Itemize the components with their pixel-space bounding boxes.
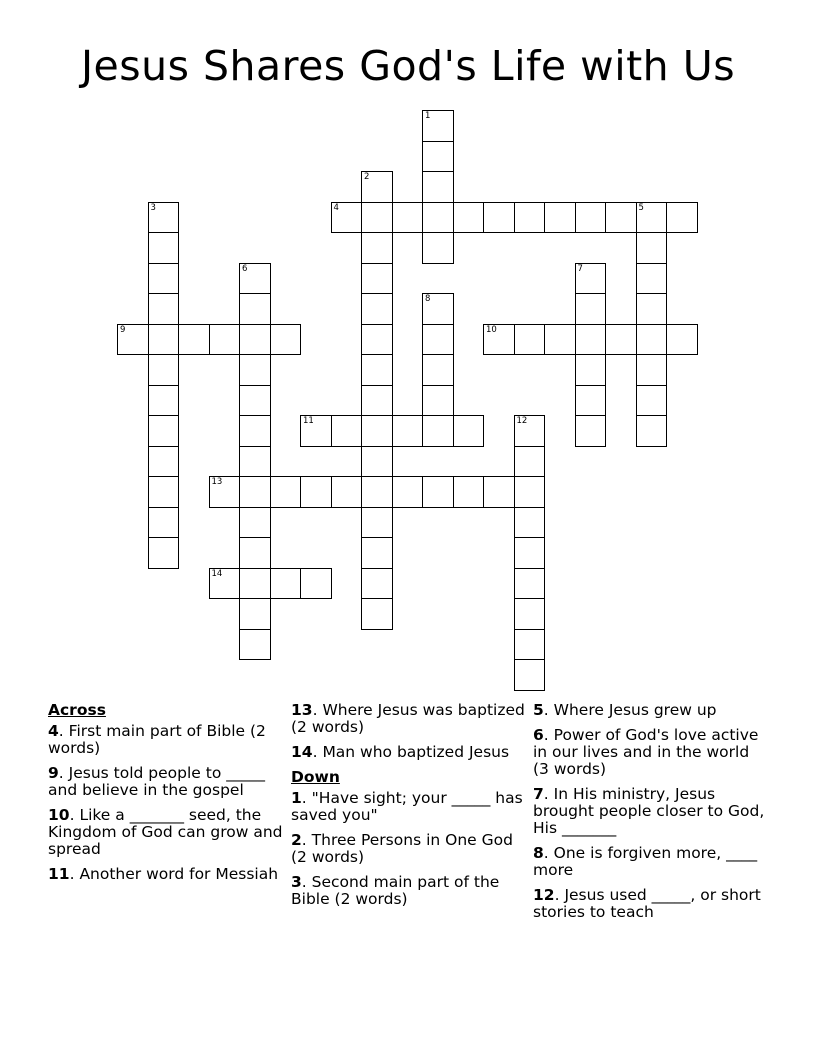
crossword-cell[interactable]	[361, 446, 393, 478]
down-clue: 6. Power of God's love active in our lives and in the world (3 words)	[533, 726, 759, 778]
crossword-cell[interactable]	[422, 141, 454, 173]
crossword-cell[interactable]	[483, 476, 515, 508]
crossword-cell[interactable]	[453, 202, 485, 234]
crossword-cell[interactable]	[453, 476, 485, 508]
crossword-cell[interactable]	[422, 476, 454, 508]
down-clue: 5. Where Jesus grew up	[533, 701, 717, 719]
crossword-cell[interactable]	[575, 263, 607, 295]
across-clue: 10. Like a _______ seed, the Kingdom of God can grow and spread	[48, 806, 283, 858]
crossword-cell[interactable]	[239, 507, 271, 539]
crossword-cell[interactable]	[514, 476, 546, 508]
crossword-cell[interactable]	[270, 324, 302, 356]
cell-number: 10	[486, 324, 497, 335]
crossword-cell[interactable]	[209, 476, 241, 508]
clue-column-2	[291, 702, 526, 916]
crossword-cell[interactable]	[605, 324, 637, 356]
cell-number: 6	[242, 263, 248, 274]
crossword-cell[interactable]	[148, 415, 180, 447]
crossword-cell[interactable]	[361, 293, 393, 325]
crossword-cell[interactable]	[331, 202, 363, 234]
cell-number: 8	[425, 294, 431, 304]
crossword-cell[interactable]	[270, 568, 302, 600]
down-clue: 2. Three Persons in One God (2 words)	[291, 831, 513, 866]
crossword-cell[interactable]	[422, 232, 454, 264]
crossword-cell[interactable]	[483, 324, 515, 356]
crossword-cell[interactable]	[514, 324, 546, 356]
down-heading: Down	[291, 768, 340, 786]
crossword-cell[interactable]	[666, 324, 698, 356]
across-clue: 11. Another word for Messiah	[48, 865, 279, 883]
clue-column-1	[48, 702, 283, 891]
cell-number: 5	[638, 202, 644, 213]
crossword-cell[interactable]	[361, 507, 393, 539]
crossword-cell[interactable]	[148, 537, 180, 569]
crossword-cell[interactable]	[239, 263, 271, 295]
crossword-cell[interactable]	[636, 232, 668, 264]
crossword-cell[interactable]	[514, 415, 546, 447]
crossword-cell[interactable]	[392, 415, 424, 447]
crossword-cell[interactable]	[636, 263, 668, 295]
crossword-cell[interactable]	[148, 507, 180, 539]
crossword-cell[interactable]	[178, 324, 210, 356]
crossword-cell[interactable]	[148, 385, 180, 417]
crossword-cell[interactable]	[422, 110, 454, 142]
crossword-cell[interactable]	[392, 476, 424, 508]
crossword-cell[interactable]	[514, 537, 546, 569]
crossword-cell[interactable]	[453, 415, 485, 447]
across-clue: 13. Where Jesus was baptized (2 words)	[291, 701, 525, 736]
crossword-cell[interactable]	[239, 568, 271, 600]
crossword-cell[interactable]	[239, 537, 271, 569]
crossword-cell[interactable]	[361, 171, 393, 203]
cell-number: 3	[150, 202, 156, 213]
crossword-cell[interactable]	[361, 598, 393, 630]
crossword-cell[interactable]	[148, 263, 180, 295]
crossword-cell[interactable]	[239, 476, 271, 508]
crossword-cell[interactable]	[575, 202, 607, 234]
crossword-cell[interactable]	[270, 476, 302, 508]
crossword-cell[interactable]	[300, 568, 332, 600]
across-heading: Across	[48, 701, 106, 719]
crossword-cell[interactable]	[361, 476, 393, 508]
cell-number: 12	[516, 416, 528, 426]
crossword-cell[interactable]	[666, 202, 698, 234]
crossword-cell[interactable]	[636, 324, 668, 356]
crossword-cell[interactable]	[148, 446, 180, 478]
cell-number: 1	[425, 111, 431, 121]
across-clue: 4. First main part of Bible (2 words)	[48, 722, 266, 757]
down-clue: 3. Second main part of the Bible (2 words)	[291, 873, 500, 908]
crossword-cell[interactable]	[605, 202, 637, 234]
crossword-cell[interactable]	[514, 446, 546, 478]
crossword-cell[interactable]	[514, 568, 546, 600]
crossword-cell[interactable]	[361, 202, 393, 234]
crossword-cell[interactable]	[422, 415, 454, 447]
crossword-cell[interactable]	[239, 324, 271, 356]
crossword-cell[interactable]	[575, 324, 607, 356]
across-clue: 9. Jesus told people to _____ and believe in the gospel	[48, 764, 266, 799]
crossword-cell[interactable]	[239, 446, 271, 478]
crossword-cell[interactable]	[361, 385, 393, 417]
crossword-cell[interactable]	[300, 476, 332, 508]
crossword-cell[interactable]	[514, 659, 546, 691]
crossword-cell[interactable]	[361, 415, 393, 447]
crossword-cell[interactable]	[209, 568, 241, 600]
crossword-cell[interactable]	[422, 202, 454, 234]
crossword-cell[interactable]	[392, 202, 424, 234]
crossword-cell[interactable]	[422, 354, 454, 386]
crossword-cell[interactable]	[422, 171, 454, 203]
crossword-cell[interactable]	[636, 415, 668, 447]
cell-number: 14	[211, 568, 223, 579]
down-clue: 1. "Have sight; your _____ has saved you"	[291, 789, 523, 824]
crossword-cell[interactable]	[209, 324, 241, 356]
crossword-cell[interactable]	[514, 202, 546, 234]
crossword-cell[interactable]	[422, 385, 454, 417]
cell-number: 2	[364, 172, 370, 182]
crossword-cell[interactable]	[148, 232, 180, 264]
cell-number: 7	[577, 263, 583, 274]
crossword-cell[interactable]	[422, 293, 454, 325]
across-clue: 14. Man who baptized Jesus	[291, 743, 510, 761]
crossword-cell[interactable]	[544, 202, 576, 234]
crossword-cell[interactable]	[239, 415, 271, 447]
cell-number: 11	[303, 416, 314, 426]
crossword-cell[interactable]	[575, 385, 607, 417]
crossword-cell[interactable]	[239, 385, 271, 417]
down-clue: 8. One is forgiven more, ____ more	[533, 844, 758, 879]
down-clue: 7. In His ministry, Jesus brought people closer to God, His _______	[533, 785, 765, 837]
crossword-cell[interactable]	[636, 202, 668, 234]
crossword-cell[interactable]	[575, 354, 607, 386]
crossword-cell[interactable]	[361, 263, 393, 295]
cell-number: 9	[120, 324, 126, 335]
crossword-cell[interactable]	[514, 629, 546, 661]
crossword-cell[interactable]	[575, 293, 607, 325]
crossword-cell[interactable]	[148, 476, 180, 508]
cell-number: 13	[211, 477, 223, 487]
crossword-cell[interactable]	[117, 324, 149, 356]
crossword-cell[interactable]	[331, 415, 363, 447]
crossword-cell[interactable]	[239, 293, 271, 325]
crossword-cell[interactable]	[636, 385, 668, 417]
cell-number: 4	[333, 202, 339, 213]
crossword-cell[interactable]	[148, 293, 180, 325]
crossword-cell[interactable]	[361, 232, 393, 264]
crossword-cell[interactable]	[544, 324, 576, 356]
crossword-cell[interactable]	[422, 324, 454, 356]
crossword-cell[interactable]	[575, 415, 607, 447]
crossword-cell[interactable]	[331, 476, 363, 508]
crossword-cell[interactable]	[636, 354, 668, 386]
clue-column-3	[533, 702, 768, 929]
crossword-cell[interactable]	[361, 354, 393, 386]
crossword-cell[interactable]	[361, 537, 393, 569]
crossword-cell[interactable]	[239, 629, 271, 661]
crossword-cell[interactable]	[239, 354, 271, 386]
crossword-cell[interactable]	[514, 598, 546, 630]
crossword-cell[interactable]	[361, 568, 393, 600]
crossword-cell[interactable]	[483, 202, 515, 234]
crossword-cell[interactable]	[148, 354, 180, 386]
crossword-cell[interactable]	[636, 293, 668, 325]
crossword-cell[interactable]	[239, 598, 271, 630]
crossword-cell[interactable]	[514, 507, 546, 539]
down-clue: 12. Jesus used _____, or short stories to teach	[533, 886, 761, 921]
crossword-cell[interactable]	[148, 324, 180, 356]
crossword-cell[interactable]	[300, 415, 332, 447]
puzzle-title: Jesus Shares God's Life with Us	[80, 42, 736, 90]
crossword-cell[interactable]	[148, 202, 180, 234]
crossword-cell[interactable]	[361, 324, 393, 356]
